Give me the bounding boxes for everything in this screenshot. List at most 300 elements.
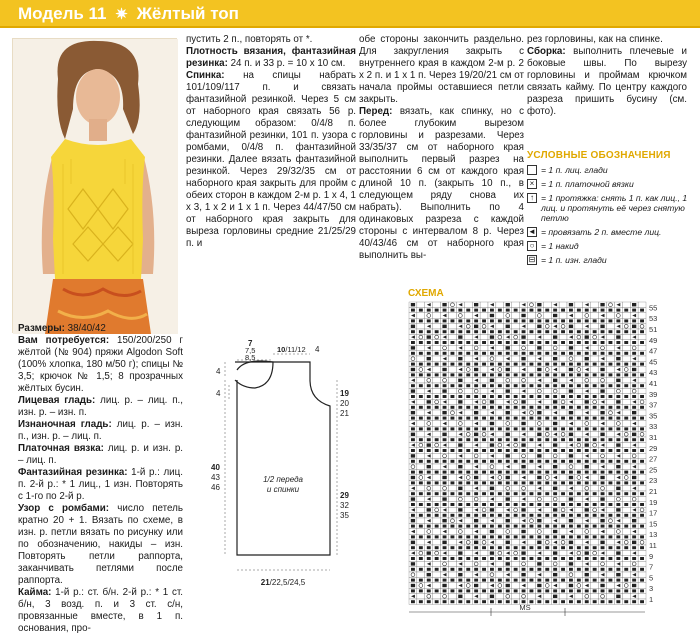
chart-stitch-mark	[593, 525, 597, 528]
chart-stitch-mark	[458, 438, 462, 441]
chart-cell	[591, 496, 599, 501]
chart-stitch-mark	[490, 363, 494, 366]
chart-stitch-mark	[624, 309, 628, 312]
chart-stitch-mark	[537, 454, 541, 457]
chart-row-number: 33	[649, 422, 658, 432]
chart-cell	[559, 388, 567, 393]
chart-stitch-mark	[443, 514, 447, 517]
chart-stitch-mark	[443, 406, 447, 409]
chart-stitch-mark	[593, 449, 597, 452]
chart-stitch-mark	[498, 384, 502, 387]
chart-stitch-mark	[521, 573, 525, 576]
chart-stitch-mark	[514, 471, 518, 474]
chart-cell	[528, 529, 536, 534]
chart-cell	[433, 388, 441, 393]
chart-stitch-mark	[411, 546, 415, 549]
chart-stitch-mark	[498, 449, 502, 452]
chart-cell	[543, 507, 551, 512]
chart-cell	[449, 313, 457, 318]
chart-cell	[622, 496, 630, 501]
chart-stitch-mark	[609, 481, 613, 484]
chart-stitch-mark	[451, 373, 455, 376]
chart-cell	[559, 572, 567, 577]
chart-stitch-mark	[545, 330, 549, 333]
chart-row-number: 47	[649, 346, 658, 356]
chart-stitch-mark	[632, 427, 636, 430]
chart-cell	[607, 421, 615, 426]
chart-stitch-mark	[466, 341, 470, 344]
chart-stitch-mark	[522, 579, 526, 582]
chart-stitch-mark	[553, 600, 557, 603]
chart-cell	[433, 464, 441, 469]
chart-cell	[417, 572, 425, 577]
chart-cell	[433, 486, 441, 491]
chart-stitch-mark	[585, 525, 589, 528]
chart-stitch-mark	[601, 363, 605, 366]
chart-stitch-mark	[411, 535, 415, 538]
chart-stitch-mark	[498, 438, 502, 441]
chart-cell	[543, 442, 551, 447]
chart-stitch-mark	[553, 514, 557, 517]
chart-cell	[622, 378, 630, 383]
chart-stitch-mark	[466, 460, 470, 463]
chart-stitch-mark	[553, 363, 557, 366]
chart-stitch-mark	[435, 514, 439, 517]
materials-value: 150/200/250 г жёлтой (№ 904) пряжи Algodon Soft (100% хлопка, 180 м/50 г); спицы № 3,5; крючок № 1,5; 8 прозрачных жёлтых бусин.	[18, 335, 183, 394]
chart-stitch-mark	[427, 557, 431, 560]
rib-value: 1-й р.: лиц. п. 2-й р.: * 1 лиц., 1 изн. Повторять с 1-го по 2-й р.	[18, 467, 183, 502]
chart-stitch-mark	[537, 309, 541, 312]
chart-cell	[638, 345, 646, 350]
chart-cell	[575, 302, 583, 307]
chart-stitch-mark	[640, 427, 644, 430]
chart-cell	[622, 594, 630, 599]
chart-stitch-mark	[514, 514, 518, 517]
chart-cell	[433, 345, 441, 350]
chart-stitch-mark	[640, 406, 644, 409]
chart-stitch-mark	[474, 368, 478, 371]
chart-stitch-mark	[601, 427, 605, 430]
chart-stitch-mark	[474, 541, 478, 544]
chart-stitch-mark	[537, 433, 541, 436]
chart-stitch-mark	[616, 357, 620, 360]
chart-stitch-mark	[490, 487, 494, 490]
chart-stitch-mark	[609, 395, 613, 398]
chart-stitch-mark	[585, 508, 589, 511]
chart-stitch-mark	[490, 503, 494, 506]
chart-stitch-mark	[435, 384, 439, 387]
chart-stitch-mark	[411, 368, 415, 371]
chart-stitch-mark	[624, 589, 628, 592]
chart-stitch-mark	[490, 309, 494, 312]
chart-cell	[464, 496, 472, 501]
chart-stitch-mark	[640, 481, 644, 484]
chart-stitch-mark	[514, 395, 518, 398]
chart-stitch-mark	[474, 309, 478, 312]
chart-stitch-mark	[616, 514, 620, 517]
chart-cell	[449, 507, 457, 512]
chart-stitch-mark	[561, 514, 565, 517]
chart-stitch-mark	[482, 460, 486, 463]
chart-stitch-mark	[435, 427, 439, 430]
chart-stitch-mark	[490, 314, 494, 317]
chart-cell	[512, 378, 520, 383]
chart-stitch-mark	[601, 546, 605, 549]
chart-stitch-mark	[514, 557, 518, 560]
chart-cell	[559, 442, 567, 447]
chart-stitch-mark	[577, 546, 581, 549]
chart-stitch-mark	[466, 535, 470, 538]
chart-stitch-mark	[632, 433, 636, 436]
chart-cell	[528, 540, 536, 545]
chart-cell	[622, 410, 630, 415]
chart-cell	[575, 432, 583, 437]
chart-stitch-mark	[577, 406, 581, 409]
chart-stitch-mark	[553, 373, 557, 376]
chart-stitch-mark	[569, 309, 573, 312]
chart-stitch-mark	[553, 508, 557, 511]
chart-stitch-mark	[561, 395, 565, 398]
purl-symbol-icon: ⊟	[528, 255, 536, 264]
chart-cell	[480, 453, 488, 458]
chart-cell	[464, 421, 472, 426]
chart-stitch-mark	[442, 519, 446, 522]
chart-row-number: 37	[649, 400, 658, 410]
chart-stitch-mark	[569, 589, 573, 592]
legend-item-purl	[527, 255, 692, 265]
chart-stitch-mark	[435, 309, 439, 312]
chart-stitch-mark	[443, 309, 447, 312]
chart-stitch-mark	[506, 546, 510, 549]
chart-stitch-mark	[537, 427, 541, 430]
chart-stitch-mark	[427, 330, 431, 333]
chart-cell	[480, 378, 488, 383]
chart-stitch-mark	[498, 579, 502, 582]
chart-stitch-mark	[545, 384, 549, 387]
chart-stitch-mark	[458, 503, 462, 506]
chart-stitch-mark	[601, 481, 605, 484]
chart-stitch-mark	[585, 600, 589, 603]
chart-stitch-mark	[427, 357, 431, 360]
chart-stitch-mark	[506, 325, 510, 328]
chart-stitch-mark	[443, 417, 447, 420]
chart-stitch-mark	[553, 352, 557, 355]
chart-stitch-mark	[553, 400, 557, 403]
chart-stitch-mark	[474, 557, 478, 560]
chart-stitch-mark	[419, 579, 423, 582]
chart-stitch-mark	[609, 352, 613, 355]
chart-stitch-mark	[411, 319, 415, 322]
chart-cell	[638, 550, 646, 555]
chart-stitch-mark	[522, 438, 526, 441]
chart-stitch-mark	[451, 427, 455, 430]
chart-cell	[543, 421, 551, 426]
chart-stitch-mark	[561, 481, 565, 484]
dim-left-4a: 4	[216, 367, 221, 376]
chart-stitch-mark	[506, 497, 510, 500]
chart-cell	[496, 486, 504, 491]
chart-cell	[591, 421, 599, 426]
chart-stitch-mark	[585, 568, 589, 571]
chart-cell	[575, 378, 583, 383]
chart-stitch-mark	[569, 346, 573, 349]
chart-stitch-mark	[458, 481, 462, 484]
chart-stitch-mark	[466, 525, 470, 528]
chart-stitch-mark	[490, 530, 494, 533]
chart-stitch-mark	[522, 503, 526, 506]
chart-stitch-mark	[411, 352, 415, 355]
chart-cell	[496, 378, 504, 383]
chart-stitch-mark	[530, 579, 534, 582]
chart-stitch-mark	[624, 384, 628, 387]
dim-length-43: 43	[211, 473, 220, 482]
chart-stitch-mark	[616, 379, 620, 382]
chart-stitch-mark	[427, 579, 431, 582]
schematic-outline	[235, 361, 330, 555]
chart-stitch-mark	[569, 541, 573, 544]
chart-cell	[417, 432, 425, 437]
chart-stitch-mark	[411, 449, 415, 452]
chart-stitch-mark	[411, 514, 415, 517]
chart-cell	[638, 583, 646, 588]
chart-stitch-mark	[537, 438, 541, 441]
chart-stitch-mark	[427, 400, 431, 403]
chart-stitch-mark	[514, 438, 518, 441]
chart-stitch-mark	[537, 541, 541, 544]
chart-stitch-mark	[482, 557, 486, 560]
chart-stitch-mark	[506, 514, 510, 517]
chart-stitch-mark	[490, 384, 494, 387]
chart-stitch-mark	[443, 503, 447, 506]
ssk-symbol-icon: ↑	[527, 193, 537, 203]
chart-stitch-mark	[506, 492, 510, 495]
edge-label: Кайма:	[18, 587, 52, 598]
chart-stitch-mark	[490, 514, 494, 517]
chart-stitch-mark	[458, 449, 462, 452]
chart-cell	[512, 486, 520, 491]
chart-stitch-mark	[466, 492, 470, 495]
chart-row-number: 17	[649, 508, 658, 518]
chart-cell	[512, 496, 520, 501]
chart-cell	[480, 518, 488, 523]
chart-cell	[417, 378, 425, 383]
chart-stitch-mark	[530, 438, 534, 441]
chart-stitch-mark	[632, 589, 636, 592]
chart-stitch-mark	[514, 384, 518, 387]
chart-stitch-mark	[553, 395, 557, 398]
chart-stitch-mark	[593, 471, 597, 474]
chart-stitch-mark	[458, 514, 462, 517]
chart-stitch-mark	[419, 427, 423, 430]
chart-cell	[417, 464, 425, 469]
chart-cell	[559, 356, 567, 361]
chart-stitch-mark	[514, 568, 518, 571]
chart-stitch-mark	[522, 481, 526, 484]
reverse-stockinette-paragraph	[18, 419, 183, 443]
front-label: Перед:	[359, 106, 393, 117]
chart-row-number: 31	[649, 433, 658, 442]
chart-stitch-mark	[609, 341, 613, 344]
chart-cell	[591, 432, 599, 437]
chart-stitch-mark	[514, 341, 518, 344]
chart-cell	[607, 324, 615, 329]
chart-stitch-mark	[624, 449, 628, 452]
chart-stitch-mark	[577, 525, 581, 528]
chart-stitch-mark	[443, 600, 447, 603]
chart-cell	[433, 324, 441, 329]
chart-cell	[622, 313, 630, 318]
garter-symbol-icon: ×	[527, 179, 537, 189]
chart-stitch-mark	[577, 319, 581, 322]
chart-stitch-mark	[411, 373, 415, 376]
chart-stitch-mark	[482, 309, 486, 312]
chart-stitch-mark	[490, 427, 494, 430]
chart-stitch-mark	[514, 492, 518, 495]
chart-stitch-mark	[490, 449, 494, 452]
chart-cell	[496, 507, 504, 512]
chart-stitch-mark	[498, 406, 502, 409]
chart-stitch-mark	[537, 481, 541, 484]
chart-cell	[559, 453, 567, 458]
chart-cell	[528, 486, 536, 491]
chart-stitch-mark	[585, 557, 589, 560]
chart-stitch-mark	[585, 400, 589, 403]
chart-stitch-mark	[569, 514, 573, 517]
chart-stitch-mark	[553, 319, 557, 322]
chart-stitch-mark	[443, 363, 447, 366]
chart-row-number: 23	[649, 476, 658, 486]
chart-cell	[591, 594, 599, 599]
chart-stitch-mark	[577, 481, 581, 484]
chart-stitch-mark	[514, 600, 518, 603]
chart-cell	[543, 378, 551, 383]
chart-stitch-mark	[537, 492, 541, 495]
chart-cell	[638, 313, 646, 318]
chart-stitch-mark	[585, 481, 589, 484]
rhomb-value: число петель кратно 20 + 1. Вязать по схеме, в изн. р. петли вязать по рисунку или по обозначению, накиды – изн. Повторять петли раппорта, заканчивать петлями после раппорта.	[18, 503, 183, 586]
chart-stitch-mark	[537, 325, 541, 328]
chart-cell	[638, 561, 646, 566]
chart-stitch-mark	[530, 460, 534, 463]
chart-stitch-mark	[443, 557, 447, 560]
chart-stitch-mark	[616, 330, 620, 333]
chart-cell	[528, 432, 536, 437]
chart-stitch-mark	[506, 438, 510, 441]
chart-stitch-mark	[585, 309, 589, 312]
chart-stitch-mark	[609, 406, 613, 409]
chart-stitch-mark	[530, 471, 534, 474]
chart-stitch-mark	[451, 309, 455, 312]
chart-cell	[607, 378, 615, 383]
legend-text: = 1 п. изн. глади	[541, 255, 607, 265]
chart-stitch-mark	[530, 384, 534, 387]
chart-stitch-mark	[569, 519, 573, 522]
chart-stitch-mark	[411, 330, 415, 333]
chart-stitch-mark	[474, 341, 478, 344]
chart-stitch-mark	[640, 438, 644, 441]
chart-stitch-mark	[609, 525, 613, 528]
chart-stitch-mark	[553, 573, 557, 576]
chart-cell	[433, 475, 441, 480]
chart-stitch-mark	[506, 427, 510, 430]
chart-stitch-mark	[593, 363, 597, 366]
chart-stitch-mark	[427, 427, 431, 430]
chart-stitch-mark	[427, 481, 431, 484]
chart-stitch-mark	[482, 417, 486, 420]
chart-stitch-mark	[458, 535, 462, 538]
dim-7: 7	[248, 339, 253, 348]
chart-stitch-mark	[553, 335, 557, 338]
chart-stitch-mark	[482, 373, 486, 376]
chart-stitch-mark	[427, 373, 431, 376]
dim-left-4b: 4	[216, 389, 221, 398]
chart-stitch-mark	[521, 314, 525, 317]
chart-stitch-mark	[411, 454, 415, 457]
chart-stitch-mark	[537, 363, 541, 366]
chart-stitch-mark	[632, 363, 636, 366]
chart-stitch-mark	[616, 384, 620, 387]
rib-label: Фантазийная резинка:	[18, 467, 128, 478]
chart-stitch-mark	[640, 557, 644, 560]
chart-stitch-mark	[616, 551, 620, 554]
chart-stitch-mark	[506, 481, 510, 484]
chart-stitch-mark	[419, 471, 423, 474]
chart-stitch-mark	[609, 600, 613, 603]
legend-text: = 1 протяжка: снять 1 п. как лиц., 1 лиц. и протянуть её через снятую петлю	[541, 193, 688, 223]
chart-cell	[591, 518, 599, 523]
chart-stitch-mark	[577, 341, 581, 344]
chart-stitch-mark	[498, 319, 502, 322]
chart-stitch-mark	[443, 427, 447, 430]
chart-cell	[449, 475, 457, 480]
edge-value: 1-й р.: ст. б/н. 2-й р.: * 1 ст. б/н, 3 возд. п. и 3 ст. с/н, провязанные вместе, в 1 п. основания, про-	[18, 587, 183, 634]
chart-stitch-mark	[577, 514, 581, 517]
chart-cell	[559, 518, 567, 523]
chart-stitch-mark	[530, 568, 534, 571]
chart-cell	[591, 345, 599, 350]
chart-cell	[622, 421, 630, 426]
repeat-label: MS	[519, 603, 531, 612]
chart-cell	[480, 496, 488, 501]
chart-cell	[449, 550, 457, 555]
chart-stitch-mark	[482, 471, 486, 474]
chart-stitch-mark	[411, 433, 415, 436]
dim-8-5: 8,5	[245, 353, 256, 362]
chart-stitch-mark	[624, 579, 628, 582]
chart-cell	[543, 356, 551, 361]
chart-stitch-mark	[585, 551, 589, 554]
chart-stitch-mark	[553, 481, 557, 484]
chart-stitch-mark	[545, 471, 549, 474]
chart-stitch-mark	[458, 492, 462, 495]
chart-cell	[622, 453, 630, 458]
chart-cell	[591, 475, 599, 480]
chart-stitch-mark	[593, 503, 597, 506]
chart-row-number: 25	[649, 465, 658, 475]
chart-stitch-mark	[435, 352, 439, 355]
chart-stitch-mark	[435, 471, 439, 474]
chart-cell	[575, 421, 583, 426]
chart-cell	[417, 486, 425, 491]
chart-cell	[543, 334, 551, 339]
rib-paragraph	[18, 467, 183, 503]
chart-stitch-mark	[490, 319, 494, 322]
chart-stitch-mark	[514, 330, 518, 333]
chart-stitch-mark	[609, 449, 613, 452]
chart-stitch-mark	[411, 589, 415, 592]
chart-stitch-mark	[601, 557, 605, 560]
chart-stitch-mark	[435, 589, 439, 592]
